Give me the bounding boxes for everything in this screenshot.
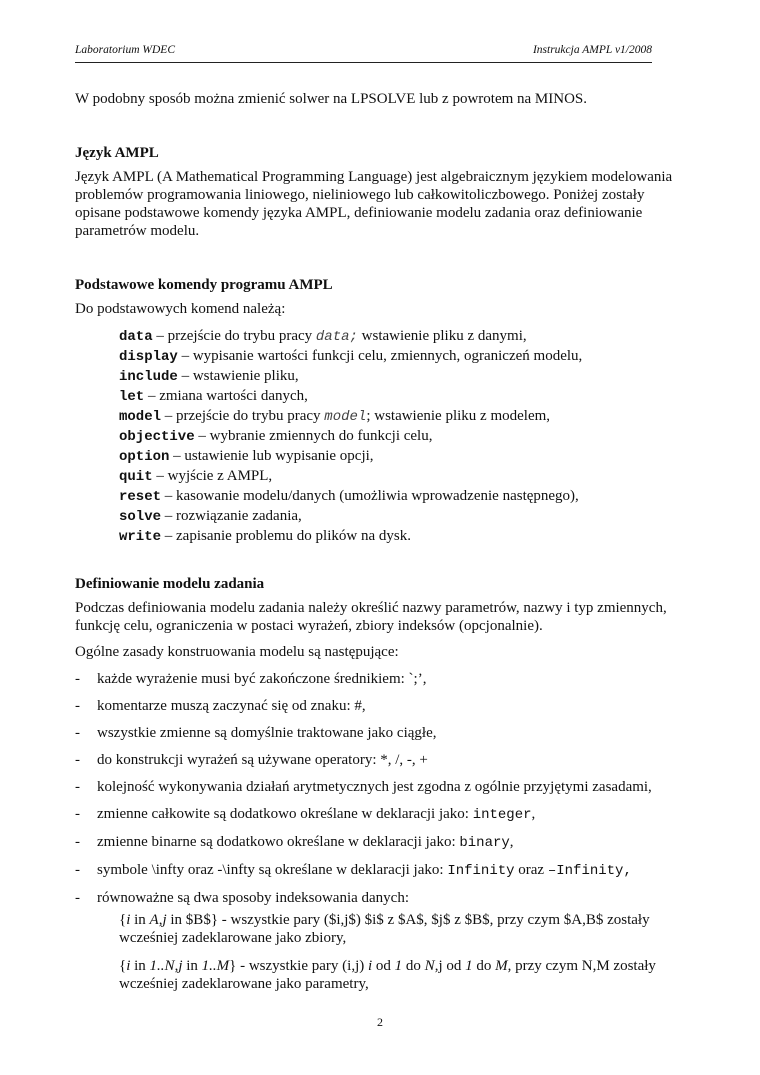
command-description: – zmiana wartości danych, (144, 388, 308, 404)
rule-text-part: zmienne binarne są dodatkowo określane w deklaracji jako: (97, 834, 460, 850)
command-keyword: reset (119, 489, 162, 505)
text-part: i (368, 958, 373, 974)
rules-list (75, 670, 685, 993)
text-part: M (495, 958, 508, 974)
text-part: in (182, 958, 202, 974)
code-integer: integer (472, 807, 532, 823)
rule-text: kolejność wykonywania działań arytmetycznych jest zgodna z ogólnie przyjętymi zasadami, (97, 779, 652, 795)
command-item (119, 407, 685, 427)
command-keyword: include (119, 369, 178, 385)
section1-paragraph: Język AMPL (A Mathematical Programming Language) jest algebraicznym językiem modelowania problemów programowania liniowego, nieliniowego lub całkowitoliczbowego. Poniżej zostały opisane podstawowe komendy języka AMPL, definiowanie modelu zadania oraz definiowanie parametrów modelu. (75, 169, 673, 239)
command-code: data; (315, 329, 358, 345)
text-part: N (424, 958, 435, 974)
page-header (75, 44, 652, 56)
command-item (119, 347, 685, 367)
command-description: – ustawienie lub wypisanie opcji, (169, 448, 374, 464)
command-description: – rozwiązanie zadania, (161, 508, 302, 524)
command-description: – zapisanie problemu do plików na dysk. (161, 528, 411, 544)
text-part: , przy czym N,M zostały wcześniej zadeklarowane jako parametry, (119, 958, 656, 992)
command-list (119, 327, 685, 547)
text-part: A (149, 912, 159, 928)
text-part: 1..M (201, 958, 230, 974)
commands-intro: Do podstawowych komend należą: (75, 301, 286, 317)
command-item (119, 447, 685, 467)
page-number: 2 (377, 1015, 383, 1029)
list-item (75, 751, 685, 769)
text-part: 1 (394, 958, 403, 974)
rule-text: komentarze muszą zaczynać się od znaku: #, (97, 698, 366, 714)
code-infinity: Infinity (447, 863, 515, 879)
command-description-tail: ; wstawienie pliku z modelem, (366, 408, 551, 424)
list-item (75, 697, 685, 715)
text-part: od (372, 958, 395, 974)
rule-text-part: , (509, 834, 514, 850)
command-description: – przejście do trybu pracy (161, 408, 325, 424)
rule-text: równoważne są dwa sposoby indeksowania danych: (97, 890, 410, 906)
section3-paragraph: Podczas definiowania modelu zadania należy określić nazwy parametrów, nazwy i typ zmiennych, funkcję celu, ograniczenia w postaci wyrażeń, zbiory indeksów (opcjonalnie). (75, 600, 667, 634)
text-part: 1 (465, 958, 473, 974)
command-keyword: option (119, 449, 170, 465)
text-part: in (130, 958, 150, 974)
command-keyword: model (119, 409, 162, 425)
rule-text: wszystkie zmienne są domyślnie traktowane jako ciągłe, (97, 725, 437, 741)
text-part: ,j od (434, 958, 466, 974)
text-part: j (162, 912, 167, 928)
rule-text (97, 833, 685, 852)
command-description: – przejście do trybu pracy (152, 328, 316, 344)
section-heading-jezyk-ampl: Język AMPL (75, 145, 159, 161)
command-description: – wybranie zmiennych do funkcji celu, (194, 428, 433, 444)
rule-text-part: zmienne całkowite są dodatkowo określane w deklaracji jako: (97, 806, 473, 822)
text-part: } - wszystkie pary (i,j) (229, 958, 368, 974)
list-item (75, 670, 685, 688)
command-keyword: let (119, 389, 145, 405)
rule-text (97, 805, 685, 824)
rule-text (97, 861, 685, 880)
command-item (119, 507, 685, 527)
section-heading-definiowanie: Definiowanie modelu zadania (75, 576, 265, 592)
command-item (119, 367, 685, 387)
bullet-dash: - (75, 779, 80, 795)
text-part: do (472, 958, 496, 974)
command-description: – wyjście z AMPL, (152, 468, 273, 484)
list-item (75, 778, 685, 796)
command-description-tail: wstawienie pliku z danymi, (357, 328, 527, 344)
bullet-dash: - (75, 752, 80, 768)
text-part: in (130, 912, 150, 928)
list-item (75, 724, 685, 742)
rule-text: każde wyrażenie musi być zakończone średnikiem: `;’, (97, 671, 427, 687)
text-part: do (402, 958, 425, 974)
bullet-dash: - (75, 698, 80, 714)
command-item (119, 527, 685, 547)
command-item (119, 427, 685, 447)
text-part: , (174, 958, 179, 974)
command-keyword: display (119, 349, 178, 365)
bullet-dash: - (75, 806, 80, 822)
command-keyword: data (119, 329, 153, 345)
text-part: i (126, 912, 131, 928)
command-description: – kasowanie modelu/danych (umożliwia wprowadzenie następnego), (161, 488, 579, 504)
indexing-example-1 (119, 911, 685, 947)
rule-text-part: oraz (514, 862, 548, 878)
bullet-dash: - (75, 671, 80, 687)
command-keyword: objective (119, 429, 195, 445)
text-part: { (119, 958, 127, 974)
command-description: – wstawienie pliku, (177, 368, 299, 384)
code-binary: binary (459, 835, 510, 851)
bullet-dash: - (75, 890, 80, 906)
rule-text-part: symbole \infty oraz -\infty są określane w deklaracji jako: (97, 862, 448, 878)
header-rule (75, 62, 652, 63)
bullet-dash: - (75, 834, 80, 850)
intro-paragraph: W podobny sposób można zmienić solwer na LPSOLVE lub z powrotem na MINOS. (75, 91, 588, 107)
rule-text: do konstrukcji wyrażeń są używane operatory: *, /, -, + (97, 752, 428, 768)
text-part: , (158, 912, 163, 928)
command-keyword: write (119, 529, 162, 545)
text-part: 1..N (149, 958, 175, 974)
page-content (75, 90, 685, 993)
section-heading-komendy: Podstawowe komendy programu AMPL (75, 277, 333, 293)
command-item (119, 327, 685, 347)
text-part: in $B$} - wszystkie pary ($i,j$) $i$ z $A$, $j$ z $B$, przy czym $A,B$ zostały wcześniej zadeklarowane jako zbiory, (119, 912, 650, 946)
rules-intro: Ogólne zasady konstruowania modelu są następujące: (75, 644, 399, 660)
header-right: Instrukcja AMPL v1/2008 (532, 44, 652, 56)
list-item (75, 805, 685, 824)
header-left: Laboratorium WDEC (75, 44, 175, 56)
bullet-dash: - (75, 862, 80, 878)
command-code: model (324, 409, 367, 425)
command-item (119, 467, 685, 487)
command-keyword: solve (119, 509, 162, 525)
list-item (75, 833, 685, 852)
command-item (119, 387, 685, 407)
list-item (75, 861, 685, 880)
text-part: j (178, 958, 183, 974)
text-part: { (119, 912, 127, 928)
command-item (119, 487, 685, 507)
command-keyword: quit (119, 469, 153, 485)
indexing-example-2 (119, 957, 685, 993)
list-item (75, 889, 685, 907)
command-description: – wypisanie wartości funkcji celu, zmiennych, ograniczeń modelu, (177, 348, 583, 364)
text-part: i (126, 958, 131, 974)
rule-text-part: , (531, 806, 536, 822)
bullet-dash: - (75, 725, 80, 741)
code-neg-infinity: –Infinity, (547, 863, 632, 879)
